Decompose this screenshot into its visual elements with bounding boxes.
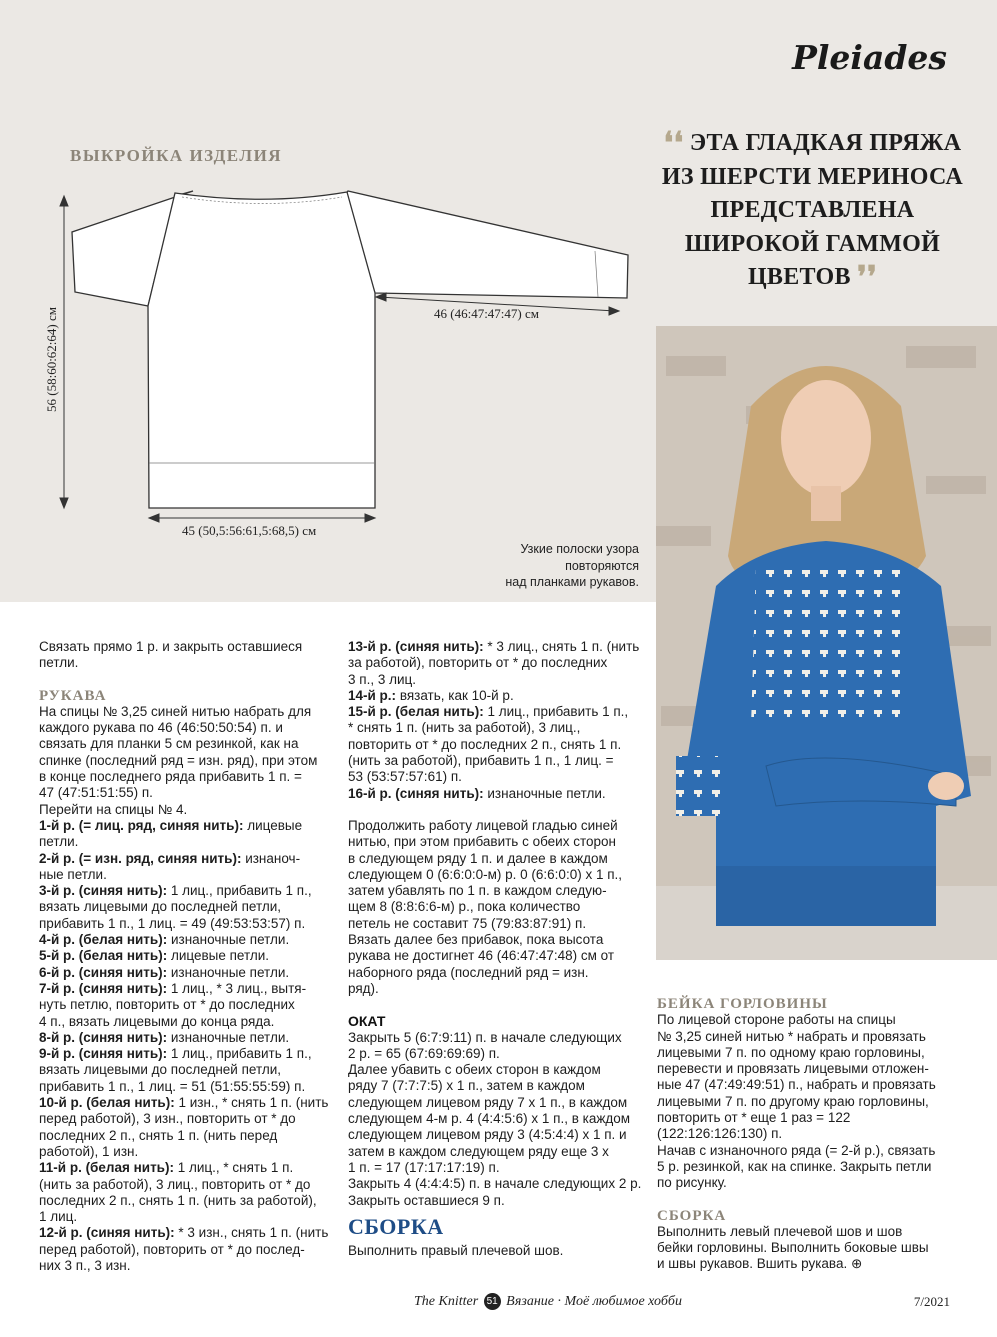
okat-line: 2 р. = 65 (67:69:69:69) п. xyxy=(348,1045,500,1061)
row-line xyxy=(39,1160,339,1176)
row-text: изнаноч- xyxy=(241,850,301,866)
quote-line: ЦВЕТОВ xyxy=(747,264,851,290)
row-line xyxy=(348,655,648,671)
note-line: Узкие полоски узора xyxy=(520,542,639,556)
continue-line: следующем 0 (6:6:0:0-м) р. 0 (6:6:0:0) x 1 п., xyxy=(348,866,623,882)
row-line xyxy=(348,720,648,736)
row-line xyxy=(348,769,648,785)
row-text: изнаночные петли. xyxy=(167,932,290,948)
okat-line: затем в каждом следующем ряду еще 3 x xyxy=(348,1143,609,1159)
row-line xyxy=(39,818,339,834)
row-label: 2-й р. (= изн. ряд, синяя нить): xyxy=(39,850,242,866)
row-text: вязать лицевыми до последней петли, xyxy=(39,899,282,915)
row-text: (нить за работой), 3 лиц., повторить от * до xyxy=(39,1176,311,1192)
body-shape xyxy=(148,192,375,508)
row-text: * 3 изн., снять 1 п. (нить xyxy=(174,1225,329,1241)
diagram-note xyxy=(470,541,639,591)
sleeve-rows xyxy=(39,818,339,1274)
neckband-line: ные 47 (47:49:49:51) п., набрать и провязать xyxy=(657,1077,936,1093)
row-text: 1 лиц., * снять 1 п. xyxy=(173,1160,294,1176)
row-line xyxy=(348,672,648,688)
row-label: 15-й р. (белая нить): xyxy=(348,704,484,720)
neckband-line: Начав с изнаночного ряда (= 2-й р.), связать xyxy=(657,1142,936,1158)
quote-line: ПРЕДСТАВЛЕНА xyxy=(710,197,915,223)
assembly-heading: СБОРКА xyxy=(348,1213,444,1239)
row-label: 6-й р. (синяя нить): xyxy=(39,964,168,980)
row-text: повторить от * до последних 2 п., снять 1 п. xyxy=(348,736,622,752)
row-line xyxy=(39,1193,339,1209)
row-line xyxy=(348,753,648,769)
neckband-heading: БЕЙКА ГОРЛОВИНЫ xyxy=(657,996,828,1012)
row-line xyxy=(39,1225,339,1241)
row-text: работой), 1 изн. xyxy=(39,1143,139,1159)
row-line xyxy=(39,1242,339,1258)
sleeve-label: 46 (46:47:47:47) см xyxy=(434,306,539,321)
row-text: 1 лиц., прибавить 1 п., xyxy=(167,1046,312,1062)
row-text: 1 лиц., * 3 лиц., вытя- xyxy=(167,980,307,996)
neckband-line: по рисунку. xyxy=(657,1175,727,1191)
row-label: 12-й р. (синяя нить): xyxy=(39,1225,175,1241)
row-line xyxy=(39,1079,339,1095)
row-line xyxy=(39,948,339,964)
face xyxy=(781,380,871,496)
sleeves-line: 47 (47:51:51:55) п. xyxy=(39,785,153,801)
row-text: них 3 п., 3 изн. xyxy=(39,1257,131,1273)
schematic-heading: ВЫКРОЙКА ИЗДЕЛИЯ xyxy=(70,146,283,165)
row-text: 1 лиц. xyxy=(39,1209,78,1225)
row-label: 4-й р. (белая нить): xyxy=(39,932,168,948)
row-text: последних 2 п., снять 1 п. (нить за работой), xyxy=(39,1192,317,1208)
row-line xyxy=(348,688,648,704)
okat-line: Закрыть оставшиеся 9 п. xyxy=(348,1192,505,1208)
row-line xyxy=(39,932,339,948)
pull-quote xyxy=(640,127,985,295)
row-line xyxy=(39,1046,339,1062)
row-label: 10-й р. (белая нить): xyxy=(39,1095,175,1111)
intro-line: петли. xyxy=(39,655,79,671)
row-line xyxy=(348,786,648,802)
neckband-line: 5 р. резинкой, как на спинке. Закрыть петли xyxy=(657,1158,932,1174)
row-line xyxy=(39,1111,339,1127)
okat-line: 1 п. = 17 (17:17:17:19) п. xyxy=(348,1159,500,1175)
okat-line: Закрыть 4 (4:4:4:5) п. в начале следующих 2 р. xyxy=(348,1176,642,1192)
neckband-line: лицевыми 7 п. по другому краю горловины, xyxy=(657,1093,929,1109)
sleeves-heading: РУКАВА xyxy=(39,687,107,704)
row-text: перед работой), 3 изн., повторить от * до xyxy=(39,1111,296,1127)
row-text: 4 п., вязать лицевыми до конца ряда. xyxy=(39,1013,275,1029)
row-label: 5-й р. (белая нить): xyxy=(39,948,168,964)
row-line xyxy=(348,704,648,720)
row-line xyxy=(39,867,339,883)
column-3 xyxy=(657,996,957,1273)
continue-line: наборного ряда (последний ряд = изн. xyxy=(348,964,589,980)
row-text: изнаночные петли. xyxy=(167,964,290,980)
row-line xyxy=(39,1258,339,1274)
row-line xyxy=(39,1177,339,1193)
row-text: петли. xyxy=(39,834,79,850)
pattern-name: Pleiades xyxy=(792,38,947,77)
issue-number: 7/2021 xyxy=(913,1294,950,1309)
sleeves-line: в конце последнего ряда прибавить 1 п. = xyxy=(39,769,302,785)
row-text: * снять 1 п. (нить за работой), 3 лиц., xyxy=(348,720,581,736)
neckband-line: № 3,25 синей нитью * набрать и провязать xyxy=(657,1028,926,1044)
sleeve-rows-continued xyxy=(348,639,648,802)
row-text: последних 2 п., снять 1 п. (нить перед xyxy=(39,1127,278,1143)
row-text: нуть петлю, повторить от * до последних xyxy=(39,997,295,1013)
neckband-line: повторить от * еще 1 раз = 122 xyxy=(657,1110,851,1126)
sleeves-line: связать для планки 5 см резинкой, как на xyxy=(39,736,299,752)
neckband-line: По лицевой стороне работы на спицы xyxy=(657,1012,896,1028)
left-cuff-stripes xyxy=(676,756,721,816)
row-text: * 3 лиц., снять 1 п. (нить xyxy=(483,639,640,654)
row-line xyxy=(39,851,339,867)
row-label: 14-й р.: xyxy=(348,687,397,703)
assembly-line: и швы рукавов. Вшить рукава. xyxy=(657,1256,848,1272)
row-line xyxy=(39,997,339,1013)
row-line xyxy=(39,1014,339,1030)
row-line xyxy=(348,639,648,655)
row-text: ные петли. xyxy=(39,866,107,882)
close-quote-mark: ❜❜ xyxy=(857,260,878,295)
hem-ribbing xyxy=(716,866,936,926)
colorwork-yoke xyxy=(751,557,906,726)
row-text: 1 лиц., прибавить 1 п., xyxy=(483,704,629,720)
row-label: 13-й р. (синяя нить): xyxy=(348,639,484,654)
right-sleeve-shape xyxy=(343,191,628,298)
quote-line: ЭТА ГЛАДКАЯ ПРЯЖА xyxy=(689,130,962,156)
sleeves-line: каждого рукава по 46 (46:50:50:54) п. и xyxy=(39,720,283,736)
open-quote-mark: ❛❛ xyxy=(663,126,684,161)
column-2 xyxy=(348,639,648,1259)
okat-line: следующем лицевом ряду 7 x 1 п., в каждом xyxy=(348,1094,628,1110)
row-text: перед работой), повторить от * до послед- xyxy=(39,1241,305,1257)
row-line xyxy=(39,899,339,915)
row-line xyxy=(39,1062,339,1078)
row-label: 9-й р. (синяя нить): xyxy=(39,1046,168,1062)
row-text: 3 п., 3 лиц. xyxy=(348,671,416,687)
row-text: лицевые xyxy=(243,817,303,833)
row-line xyxy=(348,737,648,753)
continue-line: щем 8 (8:8:6:6-м) р., пока количество xyxy=(348,899,581,915)
row-line xyxy=(39,834,339,850)
row-label: 1-й р. (= лиц. ряд, синяя нить): xyxy=(39,817,244,833)
row-text: вязать лицевыми до последней петли, xyxy=(39,1062,282,1078)
quote-line: ШИРОКОЙ ГАММОЙ xyxy=(684,230,941,257)
okat-line: Закрыть 5 (6:7:9:11) п. в начале следующих xyxy=(348,1029,622,1045)
assembly-line: бейки горловины. Выполнить боковые швы xyxy=(657,1240,929,1256)
row-label: 11-й р. (белая нить): xyxy=(39,1160,174,1176)
sweater-schematic xyxy=(0,180,660,550)
row-line xyxy=(39,965,339,981)
length-label: 56 (58:60:62:64) см xyxy=(44,307,59,412)
intro-line: Связать прямо 1 р. и закрыть оставшиеся xyxy=(39,639,303,654)
row-text: 1 изн., * снять 1 п. (нить xyxy=(174,1095,329,1111)
column-1 xyxy=(39,639,339,1274)
row-text: 53 (53:57:57:61) п. xyxy=(348,769,462,785)
row-text: (нить за работой), прибавить 1 п., 1 лиц. = xyxy=(348,753,614,769)
quote-line: ИЗ ШЕРСТИ МЕРИНОСА xyxy=(661,163,964,190)
okat-line: ряду 7 (7:7:7:5) x 1 п., затем в каждом xyxy=(348,1078,585,1094)
continue-block xyxy=(348,818,648,997)
row-text: изнаночные петли. xyxy=(483,785,606,801)
sleeves-line: спинке (последний ряд = изн. ряд), при этом xyxy=(39,752,318,768)
sleeves-line: На спицы № 3,25 синей нитью набрать для xyxy=(39,703,312,719)
row-line xyxy=(39,1144,339,1160)
row-text: изнаночные петли. xyxy=(167,1029,290,1045)
okat-line: Далее убавить с обеих сторон в каждом xyxy=(348,1062,601,1078)
row-text: 1 лиц., прибавить 1 п., xyxy=(167,883,312,899)
magazine-name: The Knitter xyxy=(414,1294,479,1309)
row-label: 8-й р. (синяя нить): xyxy=(39,1029,168,1045)
assembly-line: Выполнить левый плечевой шов и шов xyxy=(657,1223,903,1239)
assembly-heading-2: СБОРКА xyxy=(657,1207,727,1224)
row-label: 3-й р. (синяя нить): xyxy=(39,883,168,899)
hand xyxy=(928,772,964,800)
row-text: лицевые петли. xyxy=(167,948,270,964)
row-line xyxy=(39,916,339,932)
continue-line: затем убавлять по 1 п. в каждом следую- xyxy=(348,883,607,899)
row-line xyxy=(39,1095,339,1111)
row-line xyxy=(39,1209,339,1225)
neckband-line: лицевыми 7 п. по одному краю горловины, xyxy=(657,1044,925,1060)
row-label: 7-й р. (синяя нить): xyxy=(39,980,168,996)
row-line xyxy=(39,883,339,899)
row-text: прибавить 1 п., 1 лиц. = 49 (49:53:53:57) п. xyxy=(39,915,306,931)
row-text: вязать, как 10-й р. xyxy=(396,687,514,703)
continue-line: ряд). xyxy=(348,980,379,996)
row-line xyxy=(39,981,339,997)
row-line xyxy=(39,1030,339,1046)
note-line: над планками рукавов. xyxy=(505,575,639,589)
model-photo xyxy=(656,326,997,960)
neckband-line: перевести и провязать лицевыми отложен- xyxy=(657,1061,929,1077)
continue-line: Вязать далее без прибавок, пока высота xyxy=(348,932,604,948)
continue-line: рукава не достигнет 46 (46:47:47:48) см от xyxy=(348,948,615,964)
end-mark-icon: ⊕ xyxy=(850,1256,863,1272)
row-text: за работой), повторить от * до последних xyxy=(348,655,608,671)
page-number: 51 xyxy=(484,1293,501,1310)
magazine-subtitle: Вязание · Моё любимое хобби xyxy=(506,1294,682,1309)
row-label: 16-й р. (синяя нить): xyxy=(348,785,484,801)
footer xyxy=(414,1293,682,1310)
assembly-text: Выполнить правый плечевой шов. xyxy=(348,1243,564,1259)
continue-line: в следующем ряду 1 п. и далее в каждом xyxy=(348,850,608,866)
okat-line: следующем лицевом ряду 3 (4:5:4:4) x 1 п. и xyxy=(348,1127,627,1143)
continue-line: Продолжить работу лицевой гладью синей xyxy=(348,817,618,833)
continue-line: петель не составит 75 (79:83:87:91) п. xyxy=(348,915,587,931)
neckband-line: (122:126:126:130) п. xyxy=(657,1126,783,1142)
sleeves-line: Перейти на спицы № 4. xyxy=(39,801,188,817)
width-label: 45 (50,5:56:61,5:68,5) см xyxy=(182,523,317,538)
row-line xyxy=(39,1128,339,1144)
continue-line: нитью, при этом прибавить с обеих сторон xyxy=(348,834,616,850)
okat-heading: ОКАТ xyxy=(348,1013,386,1030)
row-text: прибавить 1 п., 1 лиц. = 51 (51:55:55:59) п. xyxy=(39,1078,306,1094)
note-line: повторяются xyxy=(565,558,639,573)
okat-line: следующем 4-м р. 4 (4:4:5:6) x 1 п., в каждом xyxy=(348,1111,631,1127)
